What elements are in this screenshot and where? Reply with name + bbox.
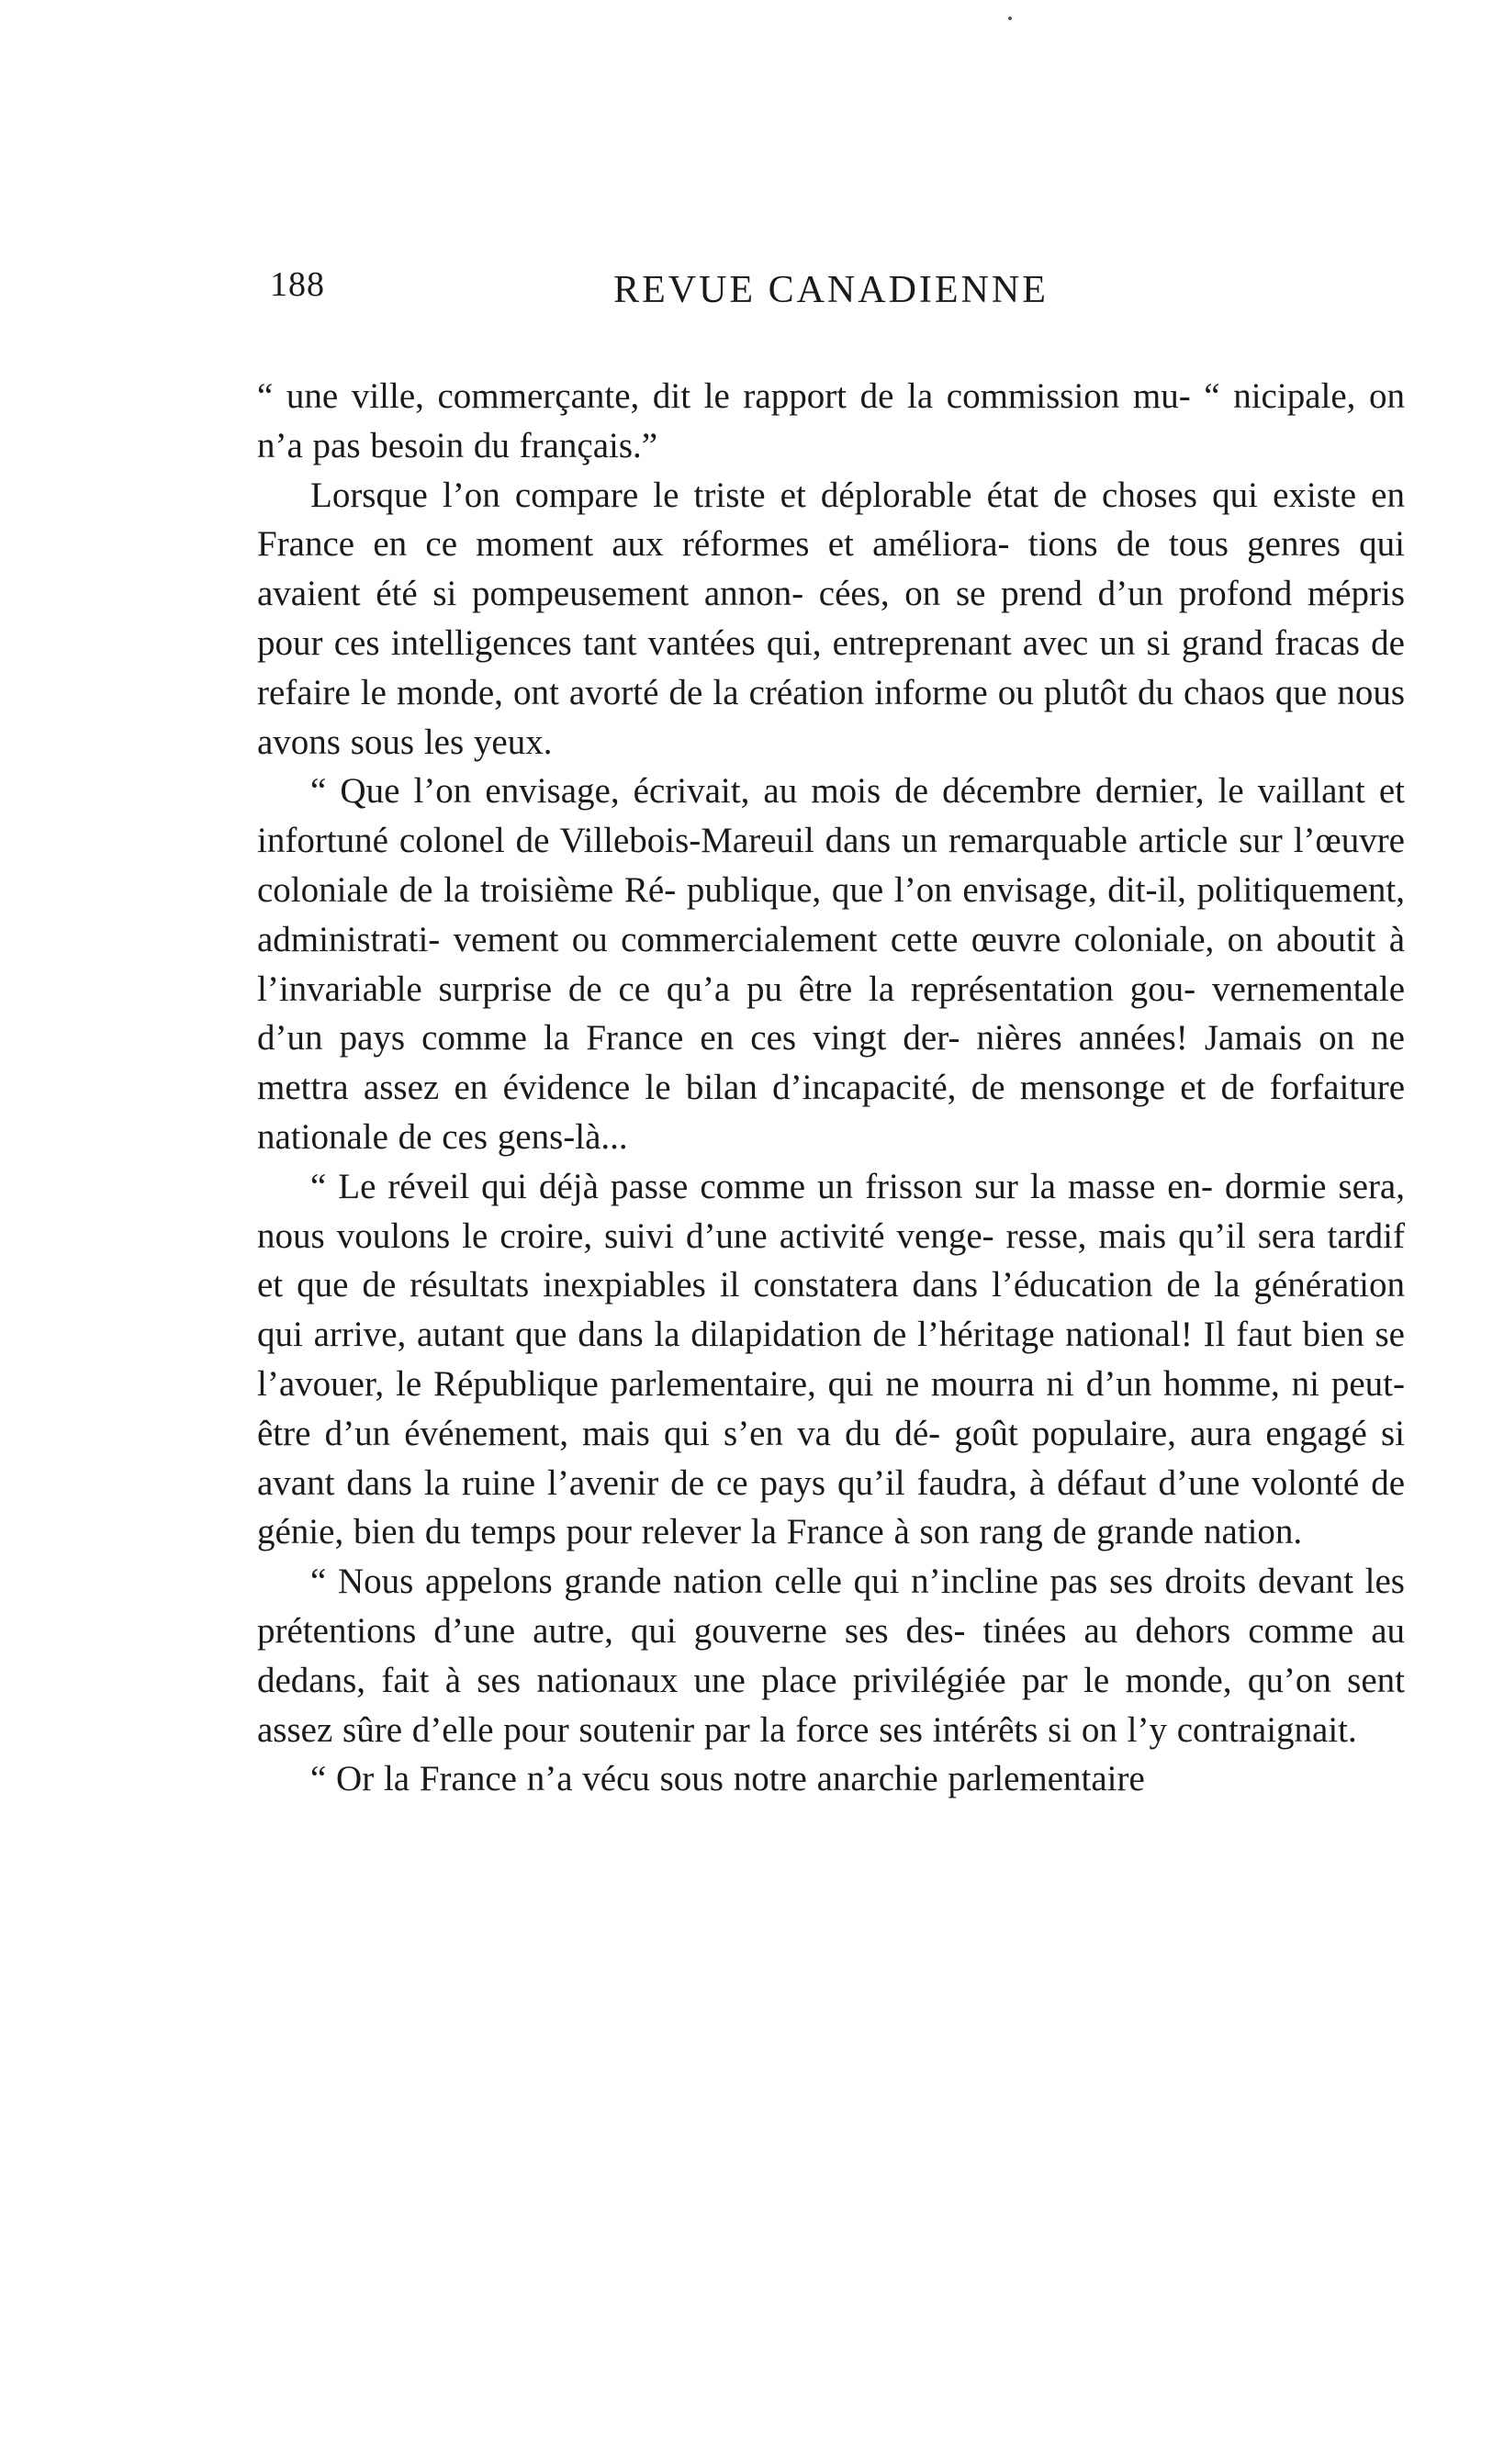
paragraph-2: Lorsque l’on compare le triste et déplorable état de choses qui existe en France en ce moment aux réformes et améliora- tions de tous genres qui avaient été si pompeusement annon- cées, on se prend d’un profond mépris pour ces intelligences tant vantées qui, entreprenant avec un si grand fracas de refaire le monde, ont avorté de la création informe ou plutôt du chaos que nous avons sous les yeux. bbox=[257, 475, 1405, 762]
running-head bbox=[257, 264, 1405, 319]
page-number: 188 bbox=[270, 265, 325, 304]
body-text bbox=[257, 372, 1405, 1804]
paragraph-5: “ Nous appelons grande nation celle qui n’incline pas ses droits devant les prétentions d’une autre, qui gouverne ses des- tinées au dehors comme au dedans, fait à ses nationaux une place privilégiée par le monde, qu’on sent assez sûre d’elle pour soutenir par la force ses intérêts si on l’y contraignait. bbox=[257, 1562, 1405, 1750]
paragraph-6: “ Or la France n’a vécu sous notre anarchie parlementaire bbox=[310, 1759, 1145, 1799]
journal-title: REVUE CANADIENNE bbox=[613, 269, 1049, 311]
paragraph-1: “ une ville, commerçante, dit le rapport de la commission mu- “ nicipale, on n’a pas besoin du français.” bbox=[257, 376, 1405, 465]
paragraph-3: “ Que l’on envisage, écrivait, au mois de décembre dernier, le vaillant et infortuné colonel de Villebois-Mareuil dans un remarquable article sur l’œuvre coloniale de la troisième Ré- publique, que l’on envisage, dit-il, politiquement, administrati- vement ou commercialement cette œuvre coloniale, on aboutit à l’invariable surprise de ce qu’a pu être la représentation gou- vernementale d’un pays comme la France en ces vingt der- nières années! Jamais on ne mettra assez en évidence le bilan d’incapacité, de mensonge et de forfaiture nationale de ces gens-là... bbox=[257, 771, 1405, 1157]
ink-speck bbox=[1008, 17, 1012, 20]
paragraph-4: “ Le réveil qui déjà passe comme un frisson sur la masse en- dormie sera, nous voulons le croire, suivi d’une activité venge- resse, mais qu’il sera tardif et que de résultats inexpiables il constatera dans l’éducation de la génération qui arrive, autant que dans la dilapidation de l’héritage national! Il faut bien se l’avouer, le République parlementaire, qui ne mourra ni d’un homme, ni peut-être d’un événement, mais qui s’en va du dé- goût populaire, aura engagé si avant dans la ruine l’avenir de ce pays qu’il faudra, à défaut d’une volonté de génie, bien du temps pour relever la France à son rang de grande nation. bbox=[257, 1166, 1405, 1552]
